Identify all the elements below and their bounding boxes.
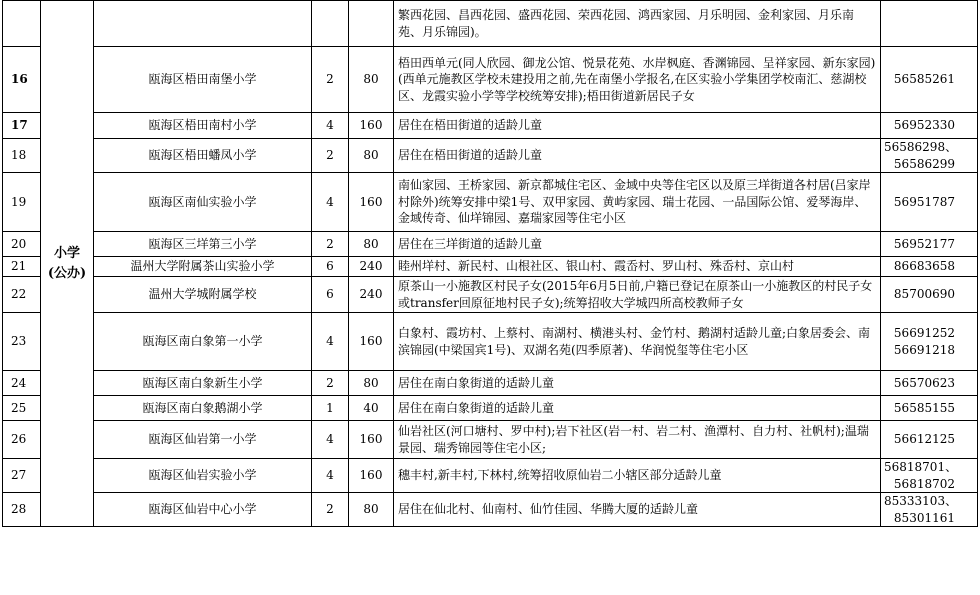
area-cell: 居住在梧田街道的适龄儿童 [394,113,881,139]
area-cell: 居住在三垟街道的适龄儿童 [394,232,881,257]
phone-cell [881,493,978,527]
row-number-cell [3,1,41,47]
school-cell: 瓯海区仙岩中心小学 [94,493,312,527]
phone-cell [881,396,978,421]
phone-cell [881,113,978,139]
phone-number: 86683658 [893,259,955,274]
table-row [3,257,978,277]
category-label: 小学 [53,245,80,261]
school-cell: 瓯海区仙岩实验小学 [94,459,312,493]
phone-number: 56818701、 [884,460,958,474]
capacity-cell: 240 [349,257,394,277]
phone-cell [881,313,978,371]
area-cell: 白象村、霞坊村、上蔡村、南湖村、横港头村、金竹村、鹅湖村适龄儿童;白象居委会、南滨锦园(中梁国宾1号)、双湖名苑(四季原著)、华润悦玺等住宅小区 [394,313,881,371]
row-number-cell: 23 [3,313,41,371]
capacity-cell: 80 [349,47,394,113]
classes-cell: 4 [312,421,349,459]
table-row [3,173,978,232]
table-row [3,113,978,139]
row-number-cell: 26 [3,421,41,459]
school-cell: 温州大学城附属学校 [94,277,312,313]
classes-cell: 2 [312,139,349,173]
table-row [3,371,978,396]
capacity-cell: 80 [349,232,394,257]
row-number-cell: 24 [3,371,41,396]
phone-number: 56612125 [893,432,955,447]
school-cell: 瓯海区南白象新生小学 [94,371,312,396]
area-cell: 穗丰村,新丰村,下林村,统筹招收原仙岩二小辖区部分适龄儿童 [394,459,881,493]
classes-cell: 2 [312,232,349,257]
area-cell: 原茶山一小施教区村民子女(2015年6月5日前,户籍已登记在原茶山一小施教区的村民子女或transfer回原征地村民子女);统筹招收大学城四所高校教师子女 [394,277,881,313]
classes-cell: 4 [312,173,349,232]
school-cell: 瓯海区梧田蟠凤小学 [94,139,312,173]
phone-number: 56952177 [893,236,955,251]
row-number-cell: 21 [3,257,41,277]
phone-cell [881,371,978,396]
capacity-cell: 160 [349,113,394,139]
classes-cell [312,1,349,47]
school-cell: 瓯海区仙岩第一小学 [94,421,312,459]
classes-cell: 4 [312,313,349,371]
phone-number: 56570623 [893,375,955,390]
phone-cell [881,139,978,173]
capacity-cell: 80 [349,371,394,396]
classes-cell: 2 [312,47,349,113]
phone-cell [881,232,978,257]
table-row [3,232,978,257]
category-cell [41,1,94,527]
area-cell: 居住在南白象街道的适龄儿童 [394,396,881,421]
table-row [3,459,978,493]
phone-number: 85333103、 [884,494,958,508]
classes-cell: 6 [312,257,349,277]
phone-number: 85700690 [893,287,955,302]
phone-cell [881,47,978,113]
phone-number: 56951787 [893,194,955,209]
phone-cell [881,421,978,459]
classes-cell: 6 [312,277,349,313]
phone-cell [881,257,978,277]
phone-number: 85301161 [893,510,955,525]
category-sublabel: (公办) [47,265,87,281]
school-cell: 瓯海区梧田南村小学 [94,113,312,139]
school-cell [94,1,312,47]
area-cell: 繁西花园、昌西花园、盛西花园、荣西花园、鸿西家园、月乐明园、金利家园、月乐南苑、月乐锦园)。 [394,1,881,47]
area-cell: 睦州垟村、新民村、山根社区、银山村、霞岙村、罗山村、殊岙村、京山村 [394,257,881,277]
capacity-cell: 240 [349,277,394,313]
table-row [3,1,978,47]
school-cell: 瓯海区南仙实验小学 [94,173,312,232]
school-cell: 温州大学附属茶山实验小学 [94,257,312,277]
row-number-cell: 25 [3,396,41,421]
table-row [3,139,978,173]
phone-number: 56585261 [893,72,955,87]
phone-cell [881,1,978,47]
table-row [3,47,978,113]
row-number-cell: 17 [3,113,41,139]
phone-number: 56586298、 [884,140,958,154]
capacity-cell: 160 [349,459,394,493]
classes-cell: 4 [312,113,349,139]
area-cell: 梧田西单元(同人欣园、御龙公馆、悦景花苑、水岸枫庭、香渊锦园、呈祥家园、新东家园)(西单元施教区学校未建投用之前,先在南堡小学报名,在区实验小学集团学校南汇、慈湖校区、龙霞实验小学等学校统筹安排);梧田街道新居民子女 [394,47,881,113]
area-cell: 南仙家园、王桥家园、新京都城住宅区、金域中央等住宅区以及原三垟街道各村居(吕家岸村除外)统筹安排中梁1号、双甲家园、黄屿家园、瑞士花园、一品国际公馆、爱琴海岸、金域传奇、仙垟锦园、嘉瑞家园等住宅小区 [394,173,881,232]
capacity-cell: 80 [349,493,394,527]
capacity-cell: 80 [349,139,394,173]
phone-number: 56586299 [893,156,955,171]
area-cell: 居住在梧田街道的适龄儿童 [394,139,881,173]
row-number-cell: 18 [3,139,41,173]
school-cell: 瓯海区三垟第三小学 [94,232,312,257]
capacity-cell: 160 [349,173,394,232]
area-cell: 仙岩社区(河口塘村、罗中村);岩下社区(岩一村、岩二村、渔潭村、自力村、社帆村);温瑞景园、瑞秀锦园等住宅小区; [394,421,881,459]
phone-number: 56952330 [893,118,955,133]
classes-cell: 4 [312,459,349,493]
phone-number: 56818702 [893,476,955,491]
phone-number: 56691252 [893,326,955,340]
table-row [3,396,978,421]
area-cell: 居住在南白象街道的适龄儿童 [394,371,881,396]
capacity-cell: 160 [349,313,394,371]
classes-cell: 2 [312,371,349,396]
row-number-cell: 19 [3,173,41,232]
capacity-cell: 40 [349,396,394,421]
table-row [3,277,978,313]
phone-cell [881,173,978,232]
row-number-cell: 27 [3,459,41,493]
enrollment-table [2,0,978,527]
table-body [3,1,978,527]
table-row [3,313,978,371]
classes-cell: 1 [312,396,349,421]
row-number-cell: 28 [3,493,41,527]
phone-number: 56585155 [893,400,955,415]
school-cell: 瓯海区梧田南堡小学 [94,47,312,113]
phone-cell [881,459,978,493]
capacity-cell: 160 [349,421,394,459]
school-cell: 瓯海区南白象鹅湖小学 [94,396,312,421]
capacity-cell [349,1,394,47]
phone-cell [881,277,978,313]
school-cell: 瓯海区南白象第一小学 [94,313,312,371]
row-number-cell: 16 [3,47,41,113]
row-number-cell: 22 [3,277,41,313]
table-row [3,493,978,527]
table-row [3,421,978,459]
classes-cell: 2 [312,493,349,527]
row-number-cell: 20 [3,232,41,257]
phone-number: 56691218 [893,342,955,357]
area-cell: 居住在仙北村、仙南村、仙竹佳园、华腾大厦的适龄儿童 [394,493,881,527]
